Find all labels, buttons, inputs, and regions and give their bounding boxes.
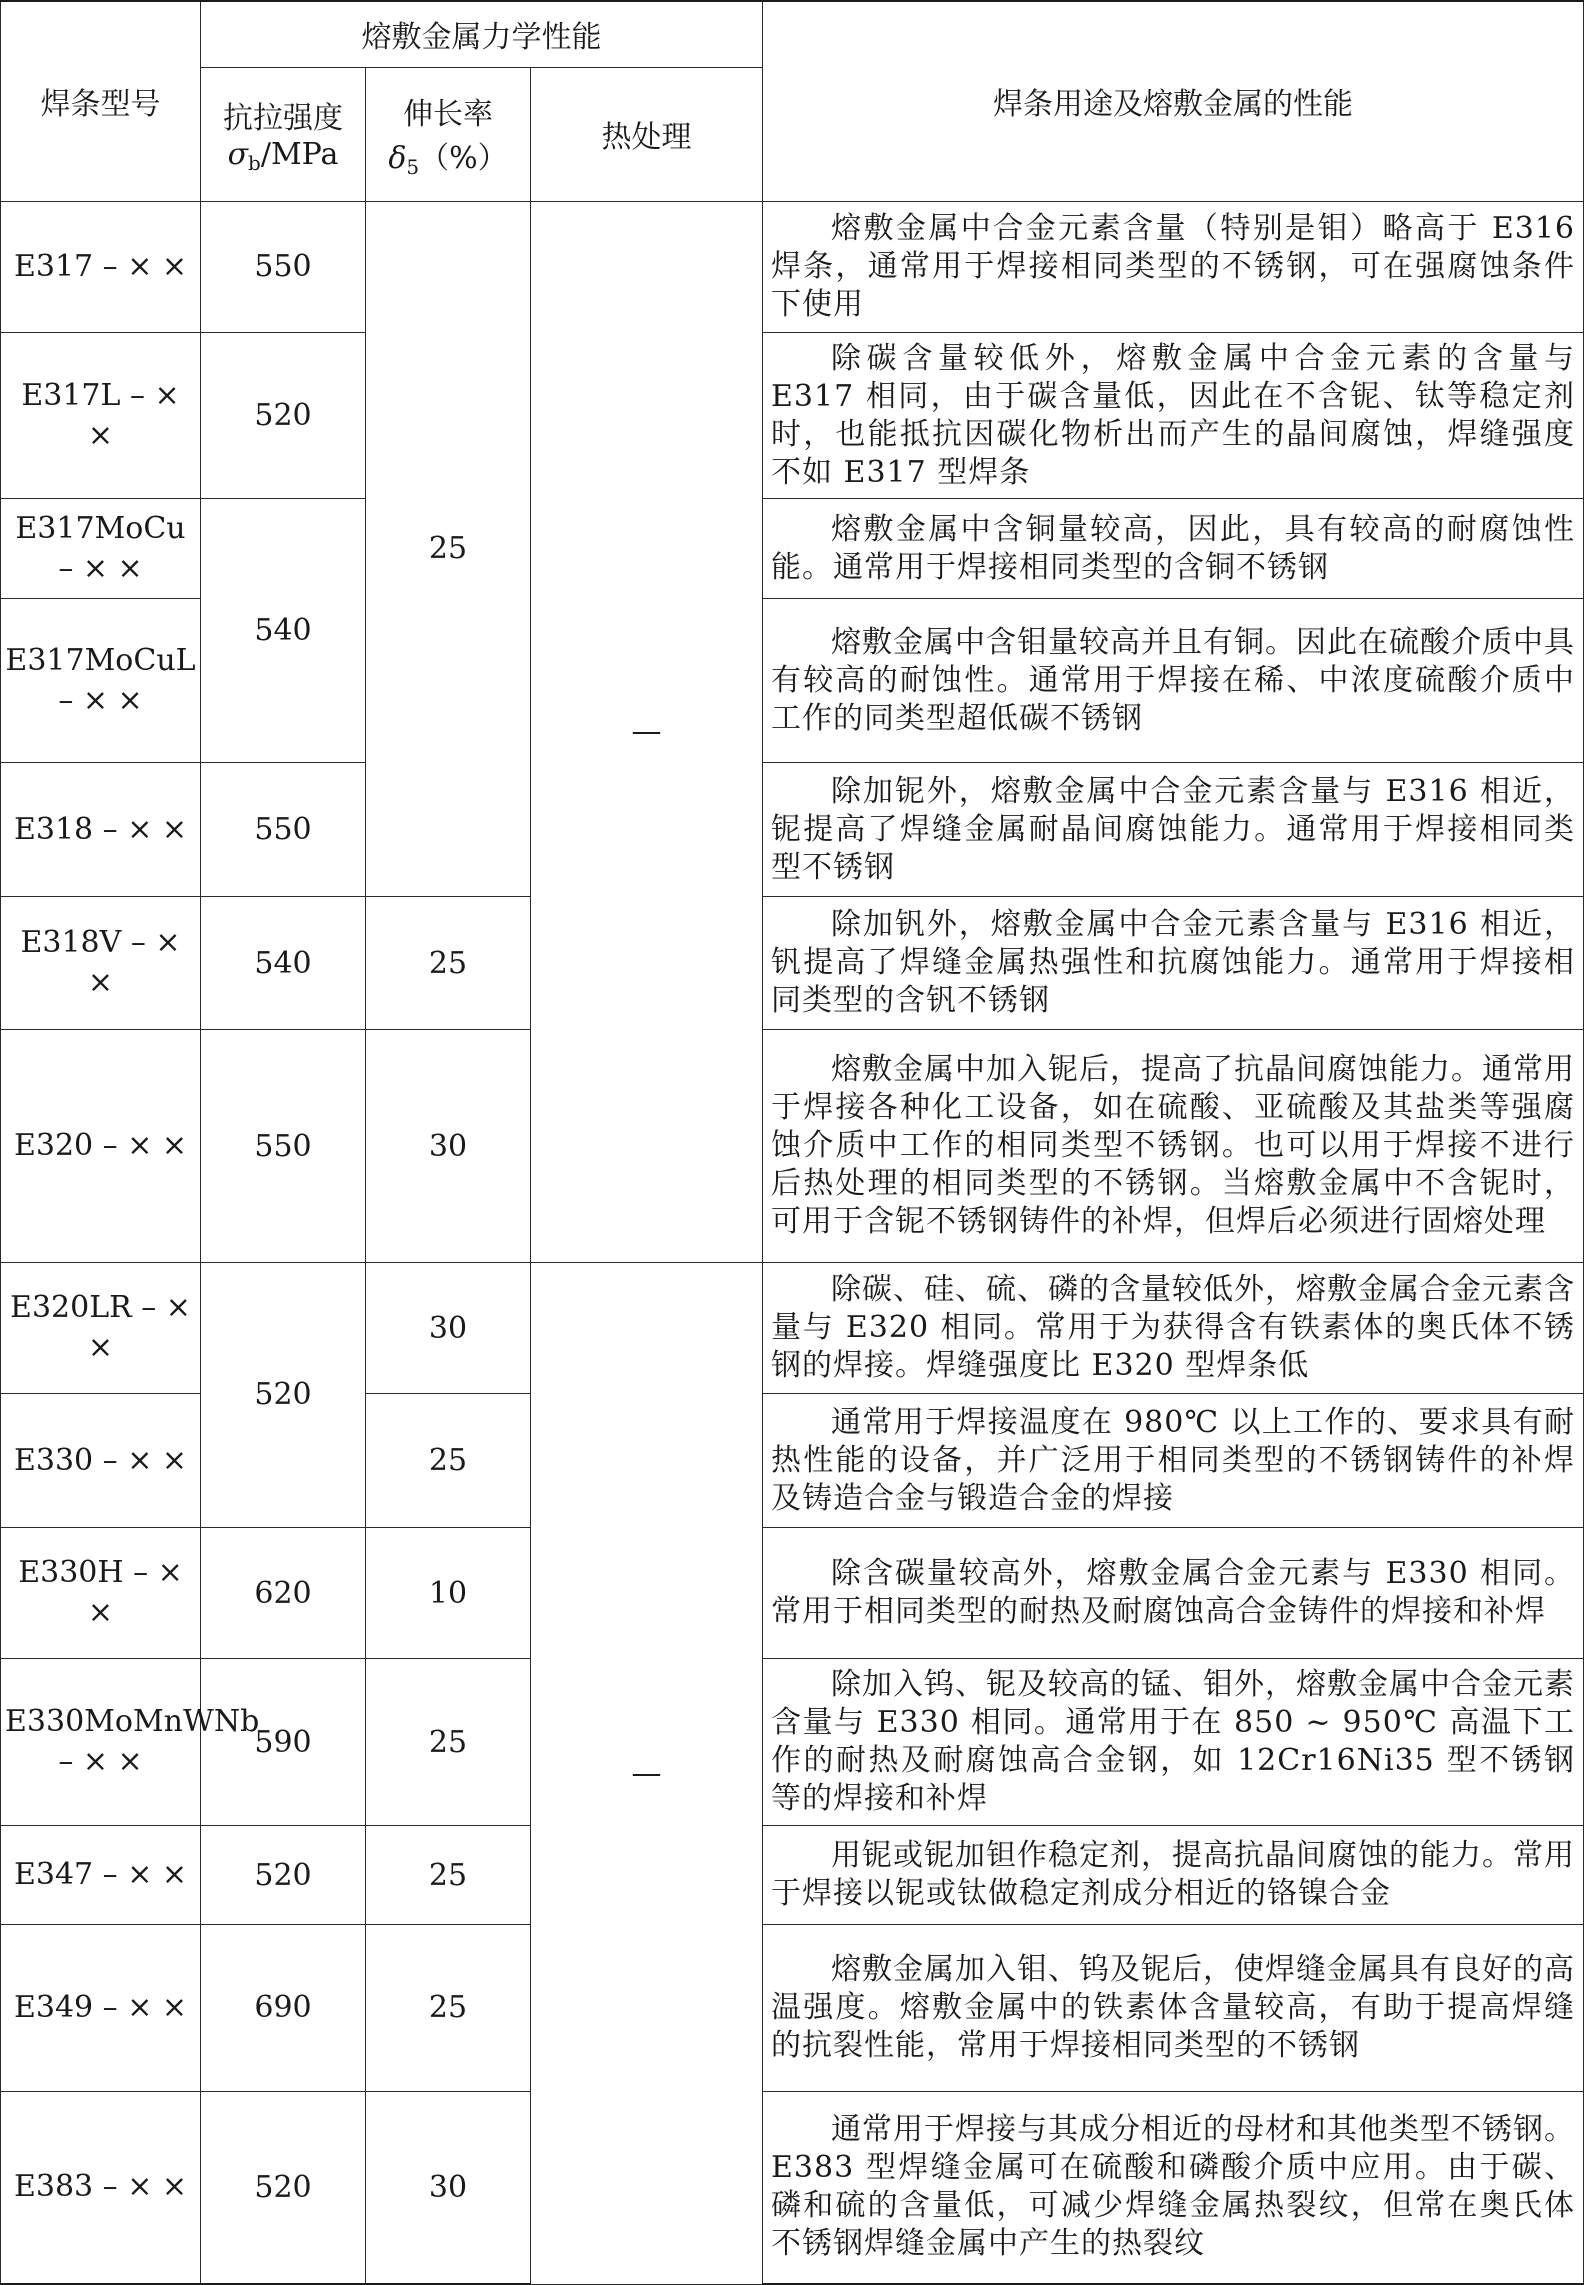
cell-usage: 熔敷金属中加入铌后，提高了抗晶间腐蚀能力。通常用于焊接各种化工设备，如在硫酸、亚硫酸及其盐类等强腐蚀介质中工作的相同类型不锈钢。也可以用于焊接不进行后热处理的相同类型的不锈钢。当熔敷金属中不含铌时，可用于含铌不锈钢铸件的补焊，但焊后必须进行固熔处理 [763, 1030, 1584, 1263]
cell-tensile: 550 [201, 1030, 366, 1263]
cell-usage: 通常用于焊接与其成分相近的母材和其他类型不锈钢。E383 型焊缝金属可在硫酸和磷酸介质中应用。由于碳、磷和硫的含量低，可减少焊缝金属热裂纹，但常在奥氏体不锈钢焊缝金属中产生的热裂纹 [763, 2091, 1584, 2284]
cell-model: E330 – × × [1, 1394, 201, 1527]
table-row [1, 2091, 1584, 2284]
cell-elongation-merged: 25 [366, 201, 531, 896]
cell-usage: 除碳含量较低外，熔敷金属中合金元素的含量与 E317 相同，由于碳含量低，因此在不含铌、钛等稳定剂时，也能抵抗因碳化物析出而产生的晶间腐蚀，焊缝强度不如 E317 型焊条 [763, 332, 1584, 499]
table-row [1, 1527, 1584, 1658]
cell-model: E318 – × × [1, 763, 201, 896]
cell-tensile-merged: 520 [201, 1263, 366, 1528]
cell-tensile: 540 [201, 896, 366, 1029]
table-row [1, 1825, 1584, 1924]
cell-elongation: 25 [366, 1659, 531, 1826]
header-usage: 焊条用途及熔敷金属的性能 [763, 1, 1584, 201]
header-heat-treatment: 热处理 [531, 67, 763, 201]
cell-model: E330H – × × [1, 1527, 201, 1658]
header-elongation-unit-line [366, 133, 530, 179]
cell-usage: 熔敷金属加入钼、钨及铌后，使焊缝金属具有良好的高温强度。熔敷金属中的铁素体含量较高，有助于提高焊缝的抗裂性能，常用于焊接相同类型的不锈钢 [763, 1925, 1584, 2092]
header-tensile-label: 抗拉强度 [223, 101, 343, 136]
cell-tensile: 550 [201, 763, 366, 896]
cell-model: E349 – × × [1, 1925, 201, 2092]
cell-heat-treatment-upper: — [531, 201, 763, 1263]
cell-usage: 熔敷金属中合金元素含量（特别是钼）略高于 E316 焊条，通常用于焊接相同类型的不锈钢，可在强腐蚀条件下使用 [763, 201, 1584, 332]
cell-usage: 熔敷金属中含钼量较高并且有铜。因此在硫酸介质中具有较高的耐蚀性。通常用于焊接在稀、中浓度硫酸介质中工作的同类型超低碳不锈钢 [763, 598, 1584, 763]
cell-model: E347 – × × [1, 1825, 201, 1924]
cell-model: E317 – × × [1, 201, 201, 332]
cell-usage: 用铌或铌加钽作稳定剂，提高抗晶间腐蚀的能力。常用于焊接以铌或钛做稳定剂成分相近的铬镍合金 [763, 1825, 1584, 1924]
cell-elongation: 25 [366, 1394, 531, 1527]
cell-usage: 熔敷金属中含铜量较高，因此，具有较高的耐腐蚀性能。通常用于焊接相同类型的含铜不锈钢 [763, 499, 1584, 598]
table-row [1, 896, 1584, 1029]
cell-model: E317MoCuL – × × [1, 598, 201, 763]
cell-elongation: 30 [366, 2091, 531, 2284]
table-row [1, 332, 1584, 499]
cell-usage: 除加钒外，熔敷金属中合金元素含量与 E316 相近，钒提高了焊缝金属热强性和抗腐蚀能力。通常用于焊接相同类型的含钒不锈钢 [763, 896, 1584, 1029]
table-row [1, 1925, 1584, 2092]
cell-usage: 除碳、硅、硫、磷的含量较低外，熔敷金属合金元素含量与 E320 相同。常用于为获得含有铁素体的奥氏体不锈钢的焊接。焊缝强度比 E320 型焊条低 [763, 1263, 1584, 1394]
cell-tensile: 520 [201, 1825, 366, 1924]
table-row [1, 1263, 1584, 1394]
delta-subscript: 5 [406, 155, 420, 179]
cell-tensile: 620 [201, 1527, 366, 1658]
table-row [1, 1030, 1584, 1263]
cell-elongation: 25 [366, 896, 531, 1029]
sigma-subscript: b [248, 151, 261, 175]
cell-usage: 除加入钨、铌及较高的锰、钼外，熔敷金属中合金元素含量与 E330 相同。通常用于在 850 ~ 950℃ 高温下工作的耐热及耐腐蚀高合金钢，如 12Cr16Ni35 型不锈钢等的焊接和补焊 [763, 1659, 1584, 1826]
table-row [1, 499, 1584, 598]
cell-tensile-merged: 540 [201, 499, 366, 763]
cell-elongation: 25 [366, 1925, 531, 2092]
cell-model: E317MoCu – × × [1, 499, 201, 598]
cell-usage: 除加铌外，熔敷金属中合金元素含量与 E316 相近，铌提高了焊缝金属耐晶间腐蚀能力。通常用于焊接相同类型不锈钢 [763, 763, 1584, 896]
cell-elongation: 10 [366, 1527, 531, 1658]
cell-tensile: 550 [201, 201, 366, 332]
table-row [1, 201, 1584, 332]
cell-model: E383 – × × [1, 2091, 201, 2284]
cell-elongation: 30 [366, 1030, 531, 1263]
header-mechanical-properties: 熔敷金属力学性能 [201, 1, 763, 67]
cell-model: E330MoMnWNb – × × [1, 1659, 201, 1826]
header-tensile-unit-line [201, 137, 365, 175]
sigma-symbol: σ [227, 137, 249, 172]
cell-tensile: 690 [201, 1925, 366, 2092]
delta-symbol: δ [388, 141, 407, 176]
header-elongation-label: 伸长率 [403, 97, 493, 132]
cell-heat-treatment-lower: — [531, 1263, 763, 2284]
cell-usage: 通常用于焊接温度在 980℃ 以上工作的、要求具有耐热性能的设备，并广泛用于相同类型的不锈钢铸件的补焊及铸造合金与锻造合金的焊接 [763, 1394, 1584, 1527]
header-tensile-strength [201, 67, 366, 201]
cell-tensile: 520 [201, 2091, 366, 2284]
cell-usage: 除含碳量较高外，熔敷金属合金元素与 E330 相同。常用于相同类型的耐热及耐腐蚀高合金铸件的焊接和补焊 [763, 1527, 1584, 1658]
cell-elongation: 30 [366, 1263, 531, 1394]
header-model: 焊条型号 [1, 1, 201, 201]
table-row [1, 763, 1584, 896]
header-elongation [366, 67, 531, 201]
cell-model: E320LR – × × [1, 1263, 201, 1394]
cell-tensile: 520 [201, 332, 366, 499]
cell-model: E318V – × × [1, 896, 201, 1029]
cell-model: E317L – × × [1, 332, 201, 499]
tensile-unit: /MPa [260, 137, 339, 172]
cell-tensile: 590 [201, 1659, 366, 1826]
cell-model: E320 – × × [1, 1030, 201, 1263]
table-row [1, 1659, 1584, 1826]
cell-elongation: 25 [366, 1825, 531, 1924]
elongation-unit: （%） [419, 141, 508, 176]
